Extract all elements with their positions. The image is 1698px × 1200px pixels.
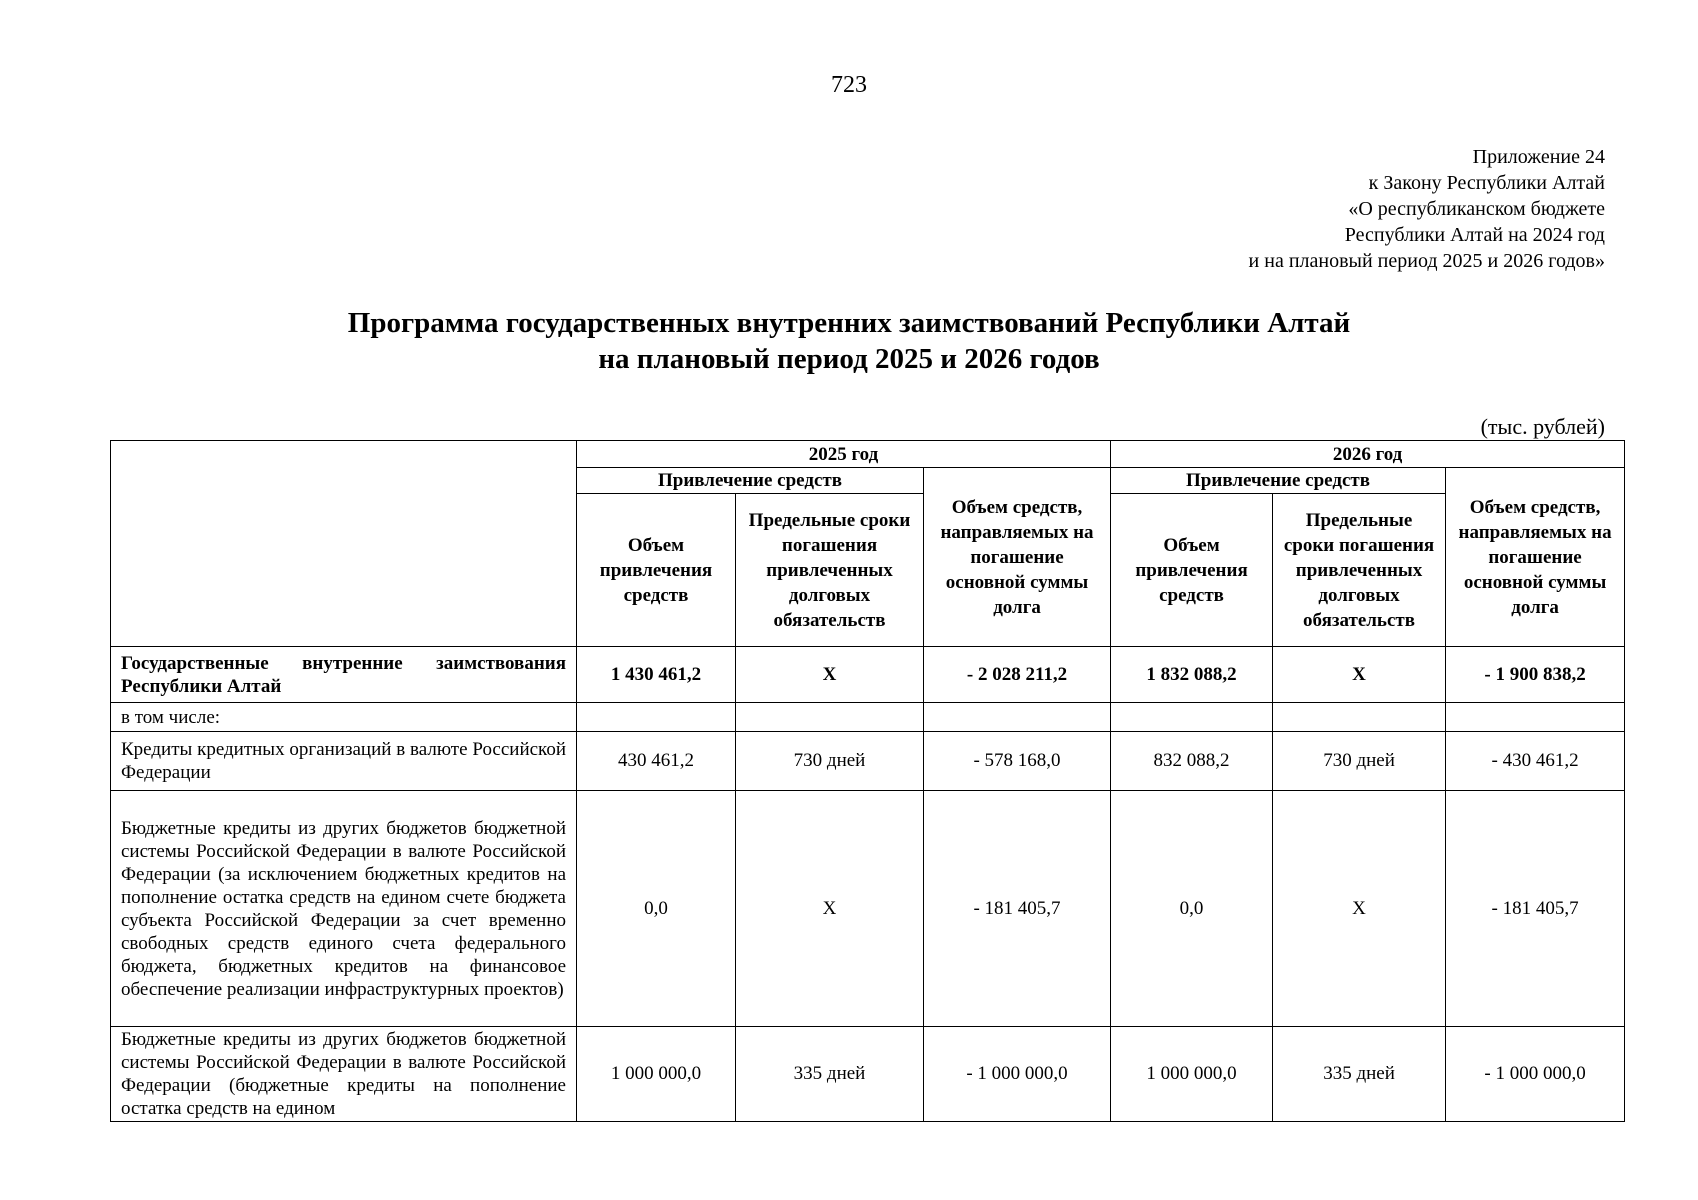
empty-cell xyxy=(1273,703,1446,732)
row-label: Бюджетные кредиты из других бюджетов бюджетной системы Российской Федерации в валюте Российской Федерации (за исключением бюджетных кредитов на пополнение остатка средств на едином счете бюджета субъекта Российской Федерации за счет временно свободных средств единого счета федерального бюджета, бюджетных кредитов на финансовое обеспечение реализации инфраструктурных проектов) xyxy=(111,791,577,1027)
terms-2026: X xyxy=(1273,791,1446,1027)
terms-2025: 335 дней xyxy=(736,1027,924,1122)
document-title xyxy=(0,305,1698,377)
row-label: в том числе: xyxy=(111,703,577,732)
repayment-2025: - 181 405,7 xyxy=(924,791,1111,1027)
table-row xyxy=(111,647,1625,703)
volume-2025: 1 430 461,2 xyxy=(577,647,736,703)
terms-2025: 730 дней xyxy=(736,732,924,791)
terms-header-2026: Предельные сроки погашения привлеченных долговых обязательств xyxy=(1273,494,1446,647)
volume-2025: 430 461,2 xyxy=(577,732,736,791)
appendix-reference xyxy=(1249,144,1605,274)
volume-2025: 0,0 xyxy=(577,791,736,1027)
empty-cell xyxy=(1111,703,1273,732)
terms-header-2025: Предельные сроки погашения привлеченных долговых обязательств xyxy=(736,494,924,647)
empty-cell xyxy=(736,703,924,732)
repayment-2025: - 1 000 000,0 xyxy=(924,1027,1111,1122)
terms-2026: 730 дней xyxy=(1273,732,1446,791)
year-header-2026: 2026 год xyxy=(1111,441,1625,468)
row-label: Государственные внутренние заимствования Республики Алтай xyxy=(111,647,577,703)
header-blank-cell xyxy=(111,441,577,647)
repayment-2026: - 1 900 838,2 xyxy=(1446,647,1625,703)
volume-2025: 1 000 000,0 xyxy=(577,1027,736,1122)
row-label: Кредиты кредитных организаций в валюте Российской Федерации xyxy=(111,732,577,791)
volume-2026: 832 088,2 xyxy=(1111,732,1273,791)
units-label: (тыс. рублей) xyxy=(1480,414,1605,439)
table-row xyxy=(111,1027,1625,1122)
empty-cell xyxy=(1446,703,1625,732)
repayment-2026: - 181 405,7 xyxy=(1446,791,1625,1027)
repayment-2025: - 2 028 211,2 xyxy=(924,647,1111,703)
volume-header-2025: Объем привлечения средств xyxy=(577,494,736,647)
table-row xyxy=(111,732,1625,791)
table-row xyxy=(111,791,1625,1027)
appendix-line: Республики Алтай на 2024 год xyxy=(1344,224,1605,246)
title-line-2: на плановый период 2025 и 2026 годов xyxy=(598,343,1100,375)
appendix-line: к Закону Республики Алтай xyxy=(1368,172,1605,194)
page-number: 723 xyxy=(831,72,867,98)
empty-cell xyxy=(924,703,1111,732)
repayment-header-2026: Объем средств, направляемых на погашение основной суммы долга xyxy=(1446,468,1625,647)
repayment-header-2025: Объем средств, направляемых на погашение основной суммы долга xyxy=(924,468,1111,647)
attraction-header-2026: Привлечение средств xyxy=(1111,468,1446,494)
title-line-1: Программа государственных внутренних заимствований Республики Алтай xyxy=(347,307,1351,339)
terms-2026: X xyxy=(1273,647,1446,703)
repayment-2026: - 430 461,2 xyxy=(1446,732,1625,791)
terms-2025: X xyxy=(736,791,924,1027)
empty-cell xyxy=(577,703,736,732)
year-header-2025: 2025 год xyxy=(577,441,1111,468)
terms-2026: 335 дней xyxy=(1273,1027,1446,1122)
attraction-header-2025: Привлечение средств xyxy=(577,468,924,494)
volume-2026: 1 832 088,2 xyxy=(1111,647,1273,703)
appendix-line: «О республиканском бюджете xyxy=(1348,198,1605,220)
terms-2025: X xyxy=(736,647,924,703)
repayment-2025: - 578 168,0 xyxy=(924,732,1111,791)
appendix-line: Приложение 24 xyxy=(1472,146,1605,168)
volume-header-2026: Объем привлечения средств xyxy=(1111,494,1273,647)
repayment-2026: - 1 000 000,0 xyxy=(1446,1027,1625,1122)
borrowing-program-table xyxy=(110,440,1625,1122)
appendix-line: и на плановый период 2025 и 2026 годов» xyxy=(1248,250,1605,272)
volume-2026: 1 000 000,0 xyxy=(1111,1027,1273,1122)
table-row xyxy=(111,703,1625,732)
volume-2026: 0,0 xyxy=(1111,791,1273,1027)
row-label: Бюджетные кредиты из других бюджетов бюджетной системы Российской Федерации в валюте Российской Федерации (бюджетные кредиты на пополнение остатка средств на едином xyxy=(111,1027,577,1122)
